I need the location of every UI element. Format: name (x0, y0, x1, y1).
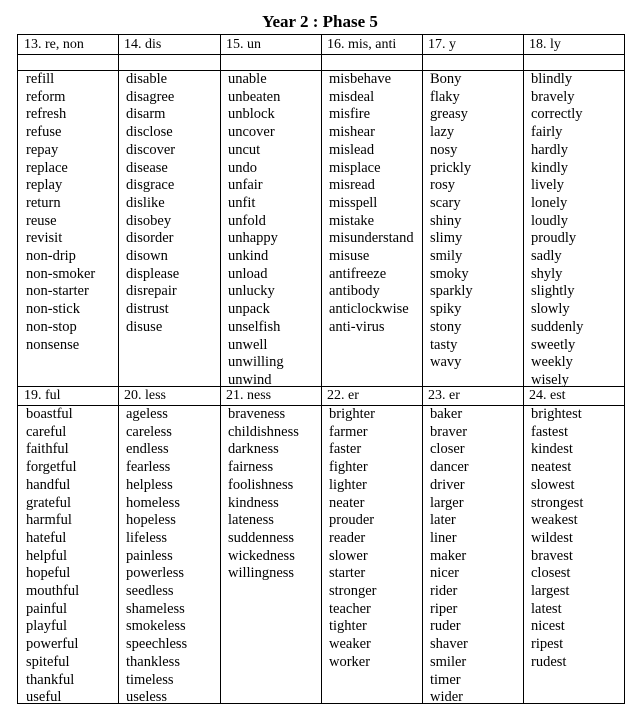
word-item: disuse (126, 318, 163, 335)
column-header: 24. est (529, 388, 566, 403)
column-header: 23. er (428, 388, 460, 403)
word-item: farmer (329, 423, 368, 440)
word-item: shaver (430, 636, 468, 653)
word-item: thankful (26, 671, 75, 688)
word-item: disrepair (126, 283, 177, 300)
word-item: undo (228, 159, 257, 176)
word-item: suddenness (228, 529, 295, 546)
word-item: grateful (26, 494, 72, 511)
word-item: distrust (126, 301, 169, 318)
word-item: prickly (430, 159, 472, 176)
word-item: disclose (126, 124, 173, 141)
column-header: 22. er (327, 388, 359, 403)
word-item: suddenly (531, 318, 584, 335)
word-item: later (430, 512, 456, 529)
word-item: boastful (26, 406, 73, 422)
word-item: brightest (531, 406, 582, 422)
word-item: unpack (228, 301, 270, 318)
word-item: slower (329, 547, 368, 564)
word-item: slightly (531, 283, 575, 300)
word-item: wavy (430, 354, 462, 371)
word-item: unfold (228, 212, 266, 229)
word-item: antibody (329, 283, 380, 300)
word-item: speechless (126, 636, 188, 653)
word-item: sparkly (430, 283, 473, 300)
word-item: ruder (430, 618, 461, 635)
word-item: hopeful (26, 565, 71, 582)
word-item: worker (329, 653, 371, 670)
word-item: correctly (531, 106, 583, 123)
word-item: fairly (531, 124, 563, 141)
word-item: lighter (329, 476, 367, 493)
word-item: stronger (329, 583, 377, 600)
word-item: unable (228, 71, 267, 87)
word-item: useful (26, 689, 62, 706)
word-list (321, 406, 422, 672)
word-item: antifreeze (329, 265, 387, 282)
word-item: tasty (430, 336, 458, 353)
word-item: wickedness (228, 547, 295, 564)
word-item: misfire (329, 106, 371, 123)
word-item: darkness (228, 441, 279, 458)
word-item: smily (430, 248, 463, 265)
word-item: weekly (531, 354, 573, 371)
word-item: lonely (531, 194, 568, 211)
word-item: disown (126, 248, 168, 265)
word-item: reuse (26, 212, 57, 229)
word-item: rider (430, 583, 458, 600)
word-item: nicest (531, 618, 565, 635)
word-list (422, 406, 523, 707)
column-header: 21. ness (226, 388, 272, 403)
word-item: prouder (329, 512, 375, 529)
word-item: timer (430, 671, 461, 688)
word-item: helpless (126, 476, 173, 493)
word-item: unwind (228, 371, 272, 388)
word-list (220, 406, 321, 583)
word-item: anti-virus (329, 318, 385, 335)
word-item: unlucky (228, 283, 275, 300)
word-item: misbehave (329, 71, 392, 87)
word-item: smokeless (126, 618, 186, 635)
word-item: misplace (329, 159, 381, 176)
word-item: unwell (228, 336, 268, 353)
word-item: non-stick (26, 301, 80, 318)
word-item: proudly (531, 230, 577, 247)
word-item: homeless (126, 494, 180, 511)
word-item: unblock (228, 106, 275, 123)
word-list (523, 406, 626, 672)
word-item: unbeaten (228, 88, 281, 105)
word-item: smiler (430, 653, 467, 670)
column-header: 17. y (428, 37, 456, 52)
word-item: unload (228, 265, 268, 282)
word-item: non-starter (26, 283, 89, 300)
word-item: revisit (26, 230, 63, 247)
word-item: unwilling (228, 354, 284, 371)
word-item: thankless (126, 653, 180, 670)
word-item: loudly (531, 212, 569, 229)
word-item: disobey (126, 212, 172, 229)
word-item: non-drip (26, 248, 76, 265)
word-item: misspell (329, 194, 378, 211)
word-item: willingness (228, 565, 295, 582)
word-item: displease (126, 265, 180, 282)
column-header: 19. ful (24, 388, 61, 403)
word-item: mishear (329, 124, 375, 141)
word-item: teacher (329, 600, 371, 617)
word-item: slowest (531, 476, 575, 493)
word-item: brighter (329, 406, 375, 422)
word-list (422, 71, 523, 372)
word-item: scary (430, 194, 461, 211)
word-item: harmful (26, 512, 72, 529)
word-item: dislike (126, 194, 165, 211)
word-item: unfair (228, 177, 263, 194)
column-header: 14. dis (124, 37, 162, 52)
word-item: lazy (430, 124, 455, 141)
word-item: misdeal (329, 88, 375, 105)
word-item: liner (430, 529, 457, 546)
word-item: mislead (329, 141, 375, 158)
word-item: sweetly (531, 336, 576, 353)
word-item: fighter (329, 459, 368, 476)
word-item: lively (531, 177, 565, 194)
word-item: replace (26, 159, 68, 176)
word-item: painful (26, 600, 68, 617)
word-item: wisely (531, 371, 569, 388)
word-item: replay (26, 177, 63, 194)
word-list (321, 71, 422, 337)
word-item: refuse (26, 124, 62, 141)
word-item: fairness (228, 459, 274, 476)
word-item: ageless (126, 406, 168, 422)
word-item: shyly (531, 265, 563, 282)
word-list (118, 71, 220, 337)
word-list (18, 71, 118, 354)
word-item: mouthful (26, 583, 80, 600)
word-item: starter (329, 565, 366, 582)
word-item: painless (126, 547, 173, 564)
phase-word-table (17, 34, 625, 704)
word-item: neater (329, 494, 365, 511)
word-item: careless (126, 423, 172, 440)
word-item: faithful (26, 441, 69, 458)
word-item: lateness (228, 512, 274, 529)
word-item: unhappy (228, 230, 278, 247)
word-list (523, 71, 626, 390)
word-item: nonsense (26, 336, 80, 353)
word-item: mistake (329, 212, 375, 229)
word-item: kindest (531, 441, 573, 458)
word-item: uncut (228, 141, 261, 158)
word-item: braver (430, 423, 468, 440)
word-list (18, 406, 118, 707)
word-item: reader (329, 529, 366, 546)
word-item: fastest (531, 423, 569, 440)
word-list (220, 71, 321, 390)
word-item: hardly (531, 141, 569, 158)
word-item: nosy (430, 141, 458, 158)
word-item: dancer (430, 459, 469, 476)
word-item: non-smoker (26, 265, 96, 282)
word-item: Bony (430, 71, 462, 87)
word-item: shameless (126, 600, 185, 617)
column-header: 18. ly (529, 37, 561, 52)
column-header: 13. re, non (24, 37, 84, 52)
word-item: bravely (531, 88, 575, 105)
word-item: closer (430, 441, 465, 458)
word-item: wider (430, 689, 464, 706)
word-item: disarm (126, 106, 166, 123)
word-item: disgrace (126, 177, 175, 194)
word-item: reform (26, 88, 66, 105)
word-item: misunderstand (329, 230, 414, 247)
word-item: slowly (531, 301, 570, 318)
word-item: tighter (329, 618, 367, 635)
word-item: helpful (26, 547, 68, 564)
word-item: stony (430, 318, 462, 335)
word-item: weaker (329, 636, 371, 653)
word-item: nicer (430, 565, 459, 582)
word-item: useless (126, 689, 168, 706)
word-item: ripest (531, 636, 564, 653)
word-item: forgetful (26, 459, 77, 476)
word-item: spiteful (26, 653, 70, 670)
word-item: childishness (228, 423, 299, 440)
word-item: greasy (430, 106, 468, 123)
word-item: shiny (430, 212, 462, 229)
word-item: riper (430, 600, 458, 617)
word-item: larger (430, 494, 464, 511)
word-item: neatest (531, 459, 572, 476)
word-item: driver (430, 476, 465, 493)
word-item: playful (26, 618, 68, 635)
word-item: spiky (430, 301, 462, 318)
word-item: discover (126, 141, 176, 158)
word-item: careful (26, 423, 67, 440)
word-item: refill (26, 71, 55, 87)
word-item: unkind (228, 248, 269, 265)
word-item: fearless (126, 459, 171, 476)
word-item: baker (430, 406, 463, 422)
word-item: uncover (228, 124, 275, 141)
word-item: misread (329, 177, 375, 194)
word-item: wildest (531, 529, 573, 546)
word-item: disease (126, 159, 168, 176)
word-item: rudest (531, 653, 567, 670)
word-item: hateful (26, 529, 67, 546)
word-item: non-stop (26, 318, 77, 335)
word-item: disable (126, 71, 168, 87)
word-item: disorder (126, 230, 174, 247)
word-item: timeless (126, 671, 174, 688)
word-item: rosy (430, 177, 455, 194)
word-item: lifeless (126, 529, 168, 546)
word-item: slimy (430, 230, 463, 247)
column-header: 16. mis, anti (327, 37, 397, 52)
word-item: weakest (531, 512, 578, 529)
word-item: bravest (531, 547, 573, 564)
word-item: maker (430, 547, 467, 564)
word-item: anticlockwise (329, 301, 409, 318)
word-item: strongest (531, 494, 584, 511)
word-item: sadly (531, 248, 562, 265)
word-item: repay (26, 141, 59, 158)
word-item: foolishness (228, 476, 294, 493)
word-item: powerful (26, 636, 79, 653)
word-item: refresh (26, 106, 67, 123)
word-item: unfit (228, 194, 256, 211)
word-item: blindly (531, 71, 573, 87)
word-item: faster (329, 441, 362, 458)
word-item: flaky (430, 88, 460, 105)
word-item: largest (531, 583, 570, 600)
word-item: return (26, 194, 61, 211)
word-list (118, 406, 220, 707)
word-item: closest (531, 565, 571, 582)
word-item: latest (531, 600, 562, 617)
word-item: unselfish (228, 318, 281, 335)
column-header: 15. un (226, 37, 261, 52)
word-item: endless (126, 441, 169, 458)
word-item: smoky (430, 265, 469, 282)
page-title: Year 2 : Phase 5 (262, 12, 378, 31)
word-item: handful (26, 476, 71, 493)
word-item: misuse (329, 248, 370, 265)
word-item: hopeless (126, 512, 176, 529)
word-item: seedless (126, 583, 174, 600)
word-item: disagree (126, 88, 175, 105)
word-item: braveness (228, 406, 286, 422)
word-item: kindly (531, 159, 569, 176)
word-item: powerless (126, 565, 184, 582)
word-item: kindness (228, 494, 279, 511)
column-header: 20. less (124, 388, 166, 403)
